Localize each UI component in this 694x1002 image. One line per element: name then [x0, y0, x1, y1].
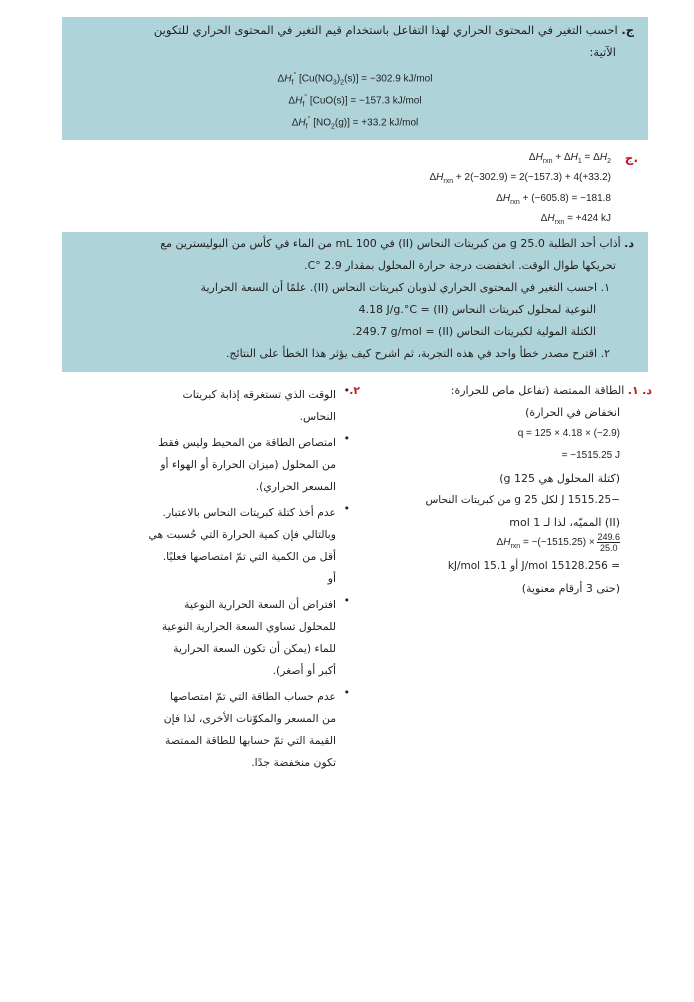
error-source-line: امتصاص الطاقة من المحيط وليس فقط [158, 436, 336, 449]
answer-d-part1 [330, 378, 652, 608]
error-source-line: من المحلول (ميزان الحرارة أو الهواء أو [160, 458, 336, 471]
answer-d-line7: (II) المميّه، لذا لـ 1 mol [509, 516, 620, 529]
answer-d-part2 [100, 378, 362, 769]
answer-c-line4: $\Delta H_{rxn} = +424$ kJ [540, 213, 611, 226]
error-source-item [104, 384, 350, 428]
answer-c-line1: $\Delta H_{rxn} + \Delta H_1 = \Delta H_2$ [528, 152, 611, 165]
bullet-icon: • [343, 686, 350, 699]
answer-d-line5: (كتلة المحلول هي 125 g) [499, 472, 620, 485]
error-source-line: الوقت الذي تستغرقه إذابة كبريتات [182, 388, 336, 401]
answer-d-part2-num: ٢. [349, 384, 360, 397]
error-source-line: أقل من الكمية التي تمّ امتصاصها فعليًا. [162, 550, 336, 563]
answer-d-line10: (حتى 3 أرقام معنوية) [521, 582, 620, 595]
bullet-icon: • [343, 384, 350, 397]
error-source-line: للمحلول تساوي السعة الحرارية النوعية [161, 620, 336, 633]
question-c-text: احسب التغير في المحتوى الحراري لهذا التفاعل باستخدام قيم التغير في المحتوى الحراري للتكوين [153, 23, 618, 37]
question-c-box [62, 17, 648, 140]
answer-d-marker: د. [642, 384, 652, 397]
error-source-item [104, 502, 350, 590]
answer-d-part1-num: ١. [627, 384, 639, 397]
question-c-line2: الآتية: [589, 45, 616, 59]
enthalpy-cuo: $\Delta H_f^\circ$ [CuO(s)] = −157.3 kJ/mol [288, 94, 422, 109]
question-d-part1-line2: النوعية لمحلول كبريتات النحاس (II) = 4.18 J/g.°C [358, 303, 596, 316]
error-source-line: القيمة التي تمّ حسابها للطاقة الممتصة [165, 734, 336, 747]
error-source-item [104, 686, 350, 774]
bullet-icon: • [343, 432, 350, 445]
question-d-part1-line3: الكتلة المولية لكبريتات النحاس (II) = 249.7 g/mol. [352, 325, 596, 338]
error-source-line: عدم أخذ كتلة كبريتات النحاس بالاعتبار. [162, 506, 336, 519]
error-source-line: أو [327, 572, 336, 585]
question-d-part1-line1: ١. احسب التغير في المحتوى الحراري لذوبان كبريتات النحاس (II). علمًا أن السعة الحرارية [200, 281, 610, 294]
answer-d-line2: انخفاض في الحرارة) [525, 406, 620, 419]
answer-c-line2: $\Delta H_{rxn} + 2(-302.9) = 2(-157.3) + 4(+33.2)$ [429, 172, 611, 185]
question-d-box [62, 232, 648, 372]
answer-d-line8: $\Delta H_{rxn} = -(-1515.25)$ × $\frac{249.6}{25.0}$ [496, 532, 620, 553]
question-c-marker: ج. [621, 23, 634, 37]
error-source-line: للماء (يمكن أن تكون السعة الحرارية [173, 642, 336, 655]
answer-d-line6: −1515.25 J لكل 25 g من كبريتات النحاس [425, 494, 620, 506]
error-source-line: أكبر أو أصغر). [272, 664, 336, 677]
answer-d-line3: q = 125 × 4.18 × (−2.9) [517, 428, 620, 439]
bullet-icon: • [343, 594, 350, 607]
error-source-line: من المسعر والمكوّنات الأخرى، لذا فإن [163, 712, 336, 725]
question-d-intro2: تحريكها طوال الوقت. انخفضت درجة حرارة المحلول بمقدار 2.9 °C. [304, 259, 616, 272]
error-source-line: عدم حساب الطاقة التي تمّ امتصاصها [170, 690, 336, 703]
question-d-part2: ٢. اقترح مصدر خطأ واحد في هذه التجربة، ثم اشرح كيف يؤثر هذا الخطأ على النتائج. [225, 347, 610, 360]
error-source-line: المسعر الحراري). [255, 480, 336, 493]
enthalpy-no2: $\Delta H_f^\circ$ $[NO_2(g)] = +33.2$ kJ/mol [291, 116, 419, 131]
molar-mass-fraction: $\frac{249.6}{25.0}$ [597, 532, 620, 553]
bullet-icon: • [343, 502, 350, 515]
answer-c-marker: ج. [624, 151, 638, 165]
answer-c-line3: $\Delta H_{rxn} + (-605.8) = -181.8$ [496, 193, 611, 206]
answer-d-line1: الطاقة الممتصة (تفاعل ماص للحرارة: [450, 384, 625, 397]
error-source-line: تكون منخفضة جدًا. [251, 756, 336, 769]
enthalpy-cu-nitrate: $\Delta H_f^\circ$ $[Cu(NO_3)_2(s)] = -302.9$ kJ/mol [277, 72, 433, 87]
question-d-marker: د. [624, 237, 634, 250]
answer-d-line9: = 15128.256 J/mol أو 15.1 kJ/mol [447, 560, 620, 572]
error-source-line: وبالتالي فإن كمية الحرارة التي حُسبت هي [148, 528, 336, 541]
error-source-item [104, 432, 350, 498]
error-source-item [104, 594, 350, 682]
question-c-line1 [154, 23, 634, 37]
answer-d-line4: = −1515.25 J [561, 450, 620, 461]
error-source-line: النحاس. [299, 410, 336, 423]
error-source-line: افتراض أن السعة الحرارية النوعية [184, 598, 336, 611]
question-d-intro1: د. أذاب أحد الطلبة 25.0 g من كبريتات النحاس (II) في 100 mL من الماء في كأس من البوليسترين مع [160, 237, 634, 250]
